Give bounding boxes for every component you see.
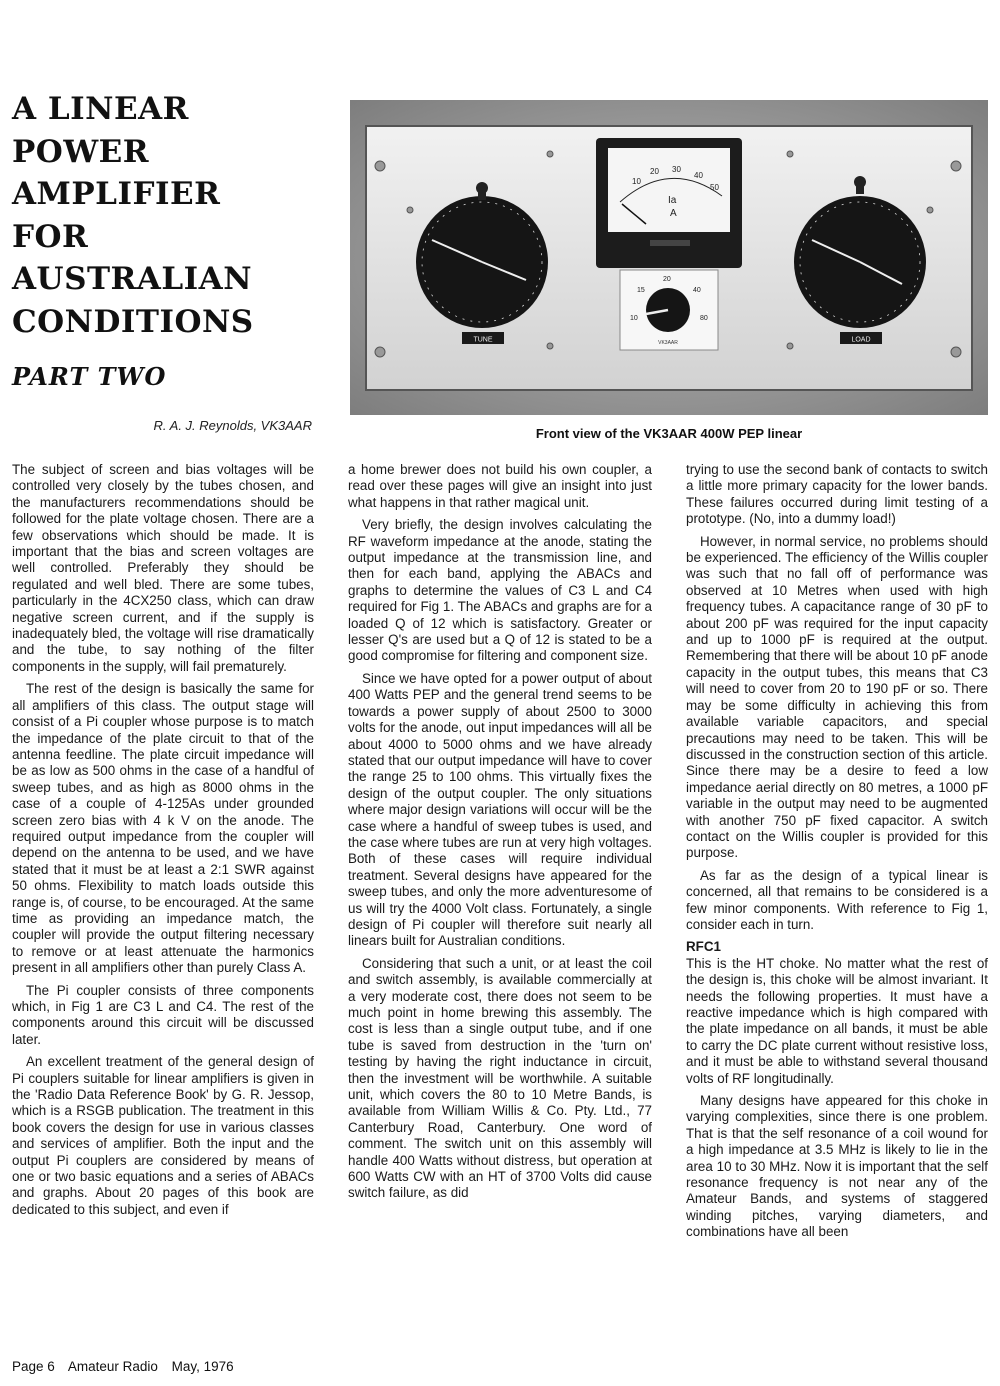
load-label: LOAD: [851, 336, 871, 344]
magazine-name: Amateur Radio: [67, 1359, 158, 1374]
paragraph: Since we have opted for a power output of about 400 Watts PEP and the general trend seems to be towards a power supply of about 2500 to 3000 volts for the anode, out input impedances will all be about 4000 to 5000 ohms and we have already stated that our output impedance will have to cover the range 25 to 100 ohms. This virtually fixes the design of the output coupler. The only situations where major design variations will occur will be the case where a handful of sweep tubes is used, and the case where tubes are run at very high voltages. Both of these cases will require individual treatment. Several designs have appeared for the sweep tubes, and only the more adventuresome of us will try the 4000 Volt class. Fortunately, a single design of Pi coupler will therefore suit nearly all linears built for Australian conditions.: [348, 670, 652, 949]
column-1: [12, 462, 314, 1224]
band-10: 10: [630, 315, 638, 322]
meter-label-bottom: A: [670, 208, 677, 219]
meter-scale-20: 20: [650, 167, 659, 176]
article-subtitle: PART TWO: [12, 362, 167, 391]
paragraph: trying to use the second bank of contacts to switch a little more primary capacity for the lower bands. These failures occurred during limit testing of a prototype. (No, into a dummy load!): [686, 462, 988, 527]
band-switch: [620, 270, 718, 350]
paragraph: The rest of the design is basically the same for all amplifiers of this class. The output stage will consist of a Pi coupler whose purpose is to match the impedance of the plate circuit to that of the antenna feedline. The plate circuit impedance will be as low as 500 ohms in the case of a handful of sweep tubes, and as high as 8000 ohms in the case of a couple of 4-125As under grounded screen zero bias with 4 k V on the anode. The required output impedance from the coupler will depend on the antenna to be used, and we have stated that it must be at least a 2:1 SWR against 50 ohms. Flexibility to match loads outside this range is, of course, to be encouraged. At the same time as providing an impedance match, the coupler will provide the output filtering necessary to remove or at least attenuate the harmonics present in all amplifiers other than purely Class A.: [12, 681, 314, 976]
photo-caption: Front view of the VK3AAR 400W PEP linear: [535, 426, 803, 441]
issue-date: May, 1976: [171, 1359, 234, 1374]
tune-label: TUNE: [473, 336, 493, 344]
paragraph: This is the HT choke. No matter what the rest of the design is, this choke will be almost invariant. It needs the following properties. It must have a reactive impedance which is high compared with the plate impedance on all bands, it must be able to carry the DC plate current without resistive loss, and it must be able to withstand several thousand volts of RF longitudinally.: [686, 955, 988, 1086]
paragraph: However, in normal service, no problems should be experienced. The efficiency of the Willis coupler was such that no fall off of performance was observed at 10 Metres when used with high frequency tubes. A capacitance range of 30 pF to about 200 pF was required for the input capacity and up to 1000 pF is required at the output. Remembering that there will be about 10 pF anode capacity in the output tubes, this means that C3 will need to cover from 20 to 190 pF or so. There may be some difficulty in achieving this from available variable capacitors, and special precautions may need to be taken. This will be discussed in the construction section of this article. Since there may be a desire to feed a low impedance aerial directly on 80 metres, a 1000 pF variable in the output may need to be augmented with another 750 pF fixed capacitor. A switch contact on the Willis coupler is provided for this purpose.: [686, 533, 988, 861]
band-80: 80: [700, 315, 708, 322]
amplifier-front-panel-photo: [350, 100, 988, 415]
paragraph: Very briefly, the design involves calculating the RF waveform impedance at the anode, stating the output impedance at the transmission line, and then for each band, applying the ABACs and graphs to determine the values of C3 L and C4 required for Fig 1. The ABACs and graphs are for a loaded Q of 12 which is satisfactory. Greater or lesser Q's are used but a Q of 12 is stated to be a good compromise for filtering and component size.: [348, 517, 652, 664]
page-number: Page 6: [12, 1359, 55, 1374]
switch-callsign: VK3AAR: [658, 340, 678, 346]
plate-current-meter: [596, 138, 742, 268]
title-line: CONDITIONS: [12, 303, 254, 340]
meter-label-top: Ia: [668, 195, 677, 206]
band-20: 20: [663, 276, 671, 283]
article-title: [12, 88, 332, 343]
page-footer: [12, 1359, 244, 1374]
band-15: 15: [637, 287, 645, 294]
paragraph: a home brewer does not build his own coupler, a read over these pages will give an insight into just what happens in that rather magical unit.: [348, 462, 652, 510]
paragraph: The subject of screen and bias voltages will be controlled very closely by the tubes chosen, and the manufacturers recommendations should be followed for the plate voltage chosen. There are a few observations which should be made. It is important that the bias and screen voltages are well controlled. Preferably they should be regulated and well bled. There are some tubes, particularly in the 4CX250 class, which can draw negative screen current, and if the supply is inadequately bled, the voltage will rise dramatically and the tube, to say nothing of the filter components in the supply, will fail prematurely.: [12, 462, 314, 674]
title-line: AMPLIFIER: [12, 176, 221, 212]
column-2: [348, 462, 652, 1208]
paragraph: As far as the design of a typical linear is concerned, all that remains to be considered is a few minor components. With reference to Fig 1, consider each in turn.: [686, 867, 988, 932]
paragraph: Considering that such a unit, or at least the coil and switch assembly, is available commercially at a very moderate cost, there does not seem to be much point in home brewing this assembly. The cost is less than a single output tube, and if one tube is saved from destruction in the 'turn on' testing by having the right inductance in circuit, then the investment will be worthwhile. A suitable unit, which covers the 80 to 10 Metre Bands, is available from William Willis & Co. Pty. Ltd., 77 Canterbury Road, Canterbury. One word of comment. The switch unit on this assembly will handle 400 Watts without distress, but operation at 600 Watts CW with an HT of 3700 Volts did cause switch failure, as did: [348, 955, 652, 1201]
title-line: POWER: [12, 133, 150, 170]
meter-scale-30: 30: [672, 165, 681, 174]
section-heading-rfc1: RFC1: [686, 939, 721, 955]
title-line: AUSTRALIAN: [12, 261, 253, 297]
paragraph: An excellent treatment of the general design of Pi couplers suitable for linear amplifiers is given in the 'Radio Data Reference Book' by G. R. Jessop, which is a RSGB publication. The treatment in this book covers the design for use in various classes and services of amplifier. Both the input and the output Pi couplers are considered by means of one or two basic equations and a series of ABACs and graphs. About 20 pages of this book are dedicated to this subject, and even if: [12, 1054, 314, 1217]
paragraph: The Pi coupler consists of three components which, in Fig 1 are C3 L and C4. The rest of the components around this circuit will be discussed later.: [12, 982, 314, 1047]
title-line: A LINEAR: [12, 91, 189, 127]
column-3: [686, 462, 988, 1247]
band-40: 40: [693, 287, 701, 294]
meter-scale-50: 50: [710, 183, 719, 192]
meter-scale-10: 10: [632, 177, 641, 186]
byline: R. A. J. Reynolds, VK3AAR: [153, 418, 312, 433]
title-line: FOR: [12, 218, 89, 255]
paragraph: Many designs have appeared for this choke in varying complexities, since there is one problem. That is that the self resonance of a coil wound for a high impedance at 3.5 MHz is likely to lie in the area 10 to 30 MHz. Now it is important that the self resonance frequency is not near any of the Amateur Bands, and systems of staggered winding pitches, varying diameters, and combinations have all been: [686, 1093, 988, 1240]
meter-scale-40: 40: [694, 171, 703, 180]
